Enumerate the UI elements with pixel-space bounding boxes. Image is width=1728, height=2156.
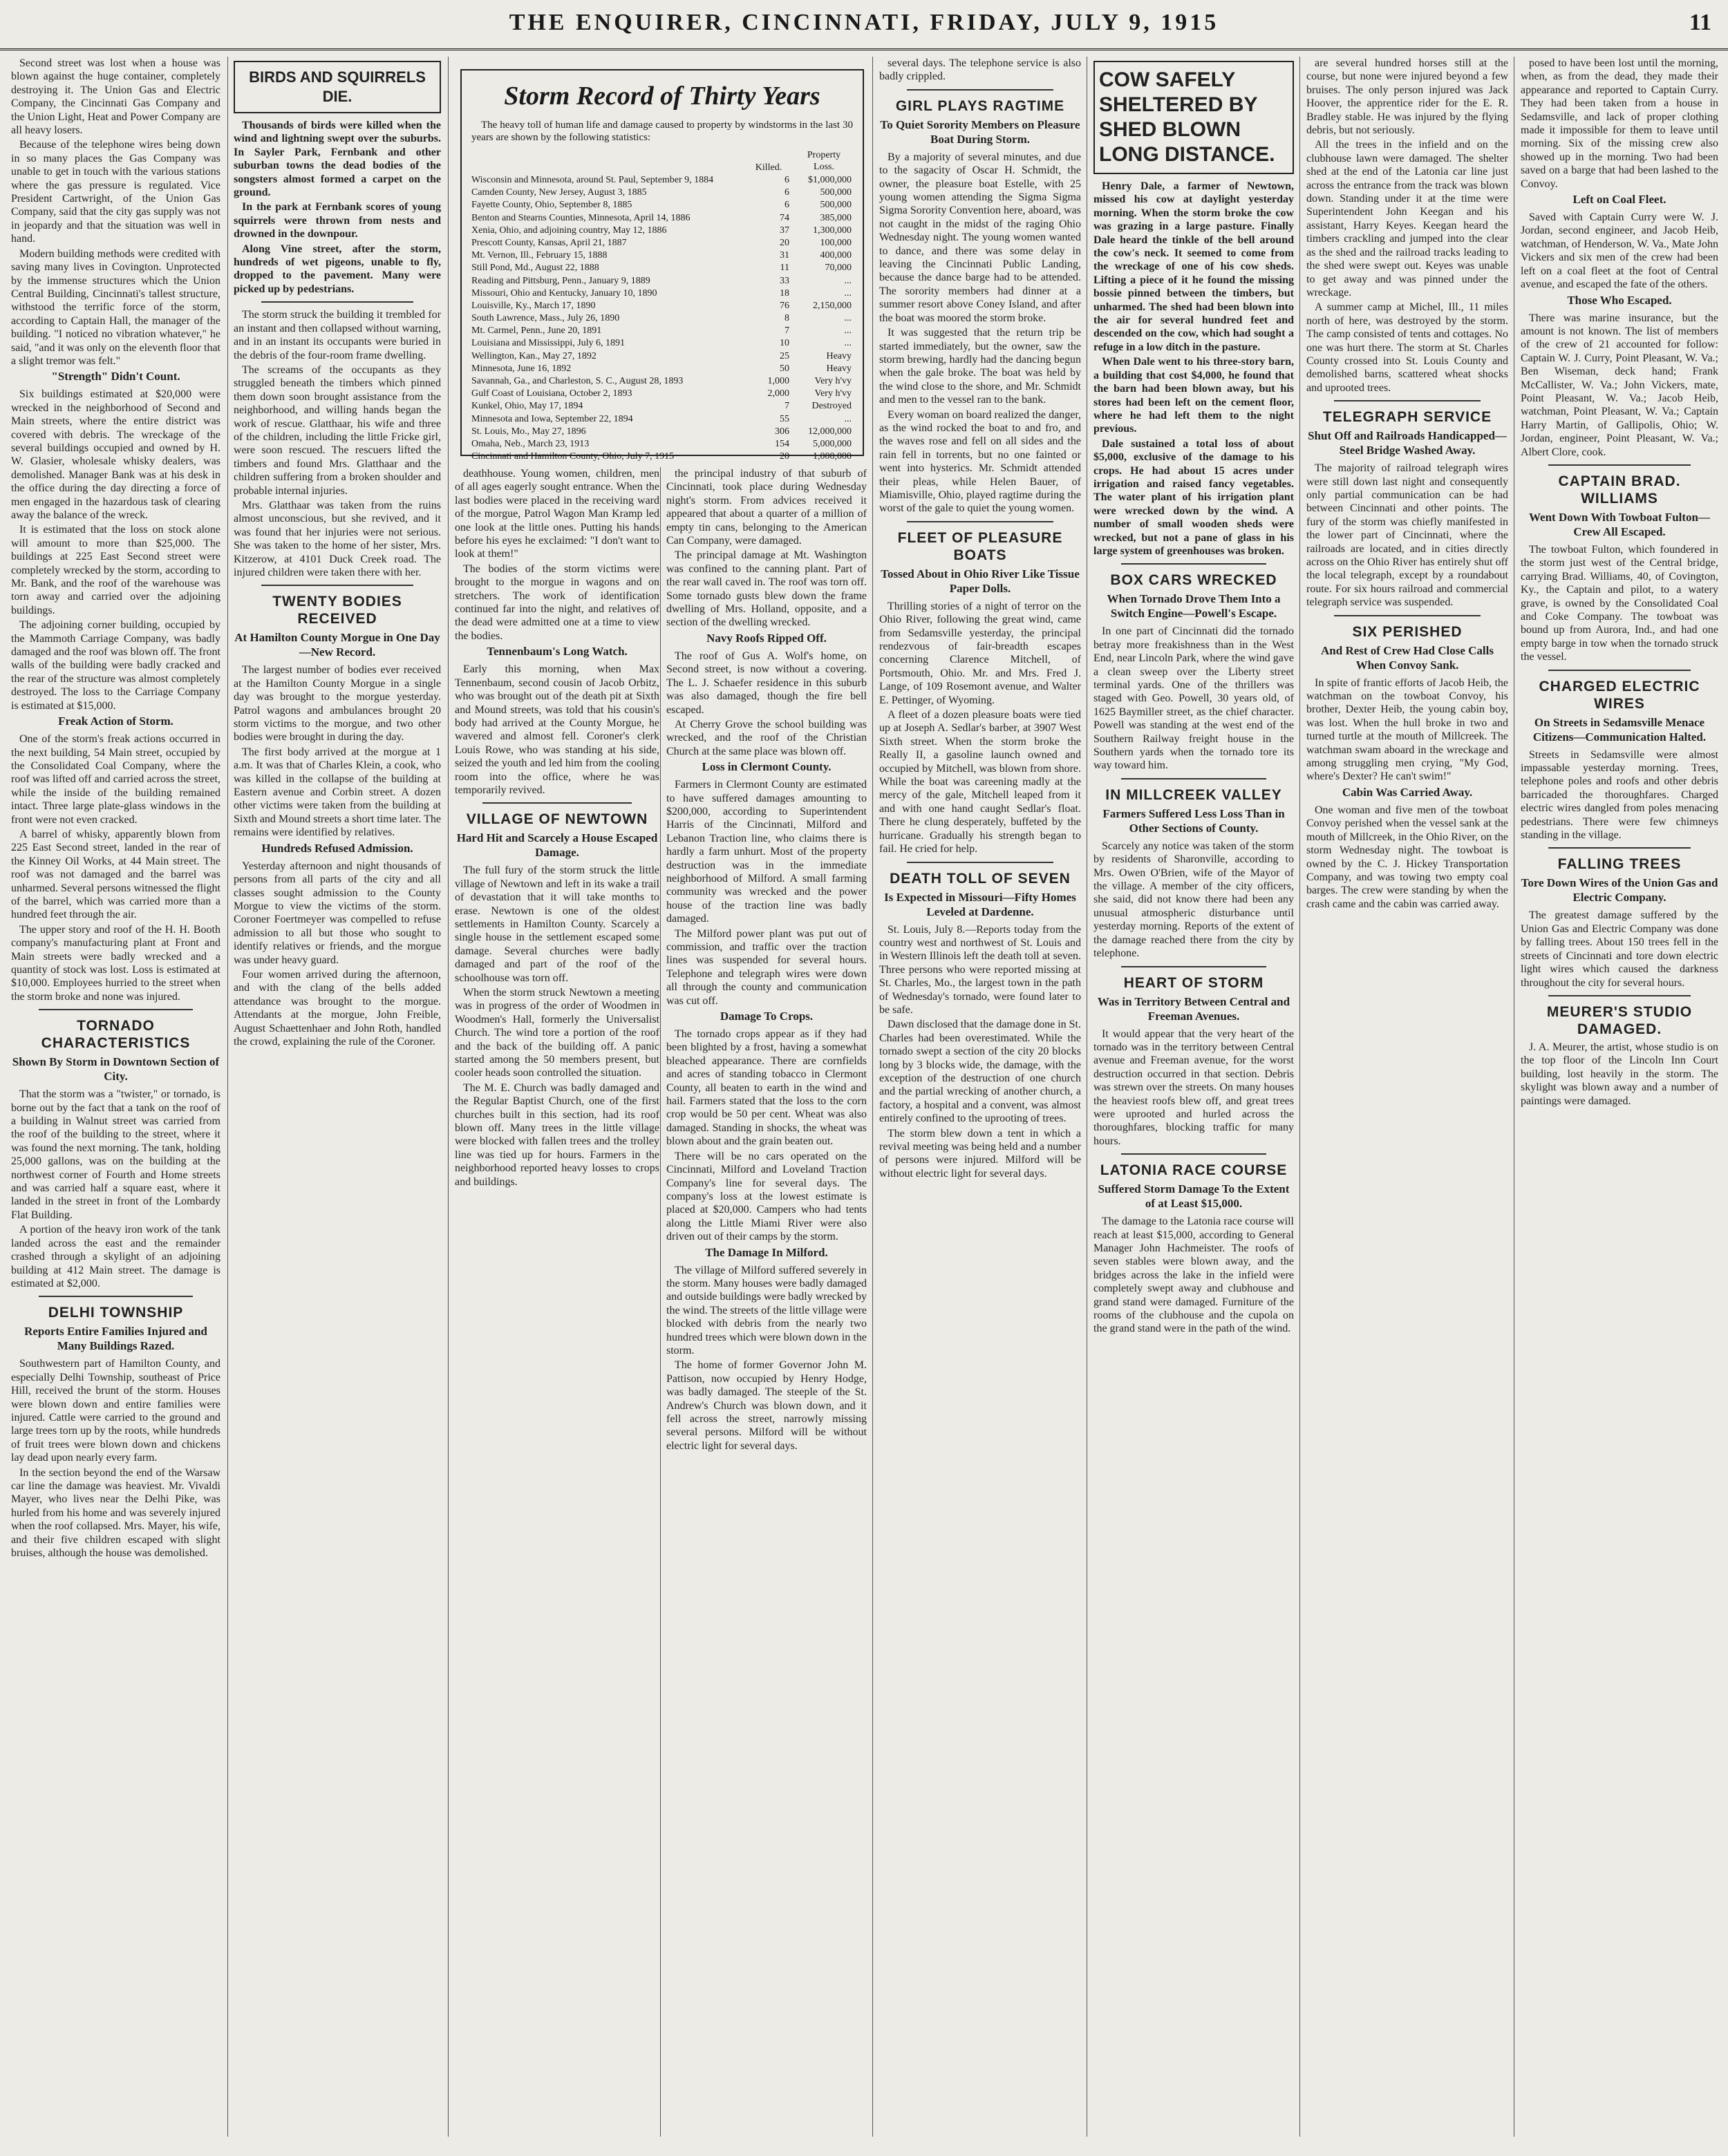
storm-killed: 306 <box>775 426 789 437</box>
boxed-headline: COW SAFELY SHELTERED BY SHED BLOWN LONG DISTANCE. <box>1093 61 1294 174</box>
paragraph: Scarcely any notice was taken of the storm by residents of Sharonville, according to Mrs. Owen O'Brien, wife of the Mayor of the village. A member of the city officers, she said, did not know there had been any unusual atmospheric disturbance until yesterday morning. Reports of the extent of the damage reached there from the city by telephone. <box>1093 840 1294 960</box>
storm-killed: 25 <box>780 350 789 361</box>
storm-row <box>471 451 853 463</box>
paragraph: By a majority of several minutes, and due to the sagacity of Oscar H. Schmidt, the owner, the pleasure boat Estelle, with 25 young women attending the Sigma Sigma Sigma Sorority Convention here, aboard, was not caught in the midst of the raging Ohio Wednesday night. The young women wanted to dance, and there was some delay in leaving the Cincinnati Public Landing, because the dance barge had to be attended. The sorority members had dinner at a summer resort above Coney Island, and after the boat was moored the storm broke. <box>879 151 1081 324</box>
storm-row <box>471 174 853 187</box>
storm-row <box>471 262 853 274</box>
paragraph: Four women arrived during the afternoon, and with the clang of the bells added attendance was brought to the morgue. Attendants at the morgue, John Freible, August Schaettenhaer and John Roth, handled the crowd, explaining the rule of the Coroner. <box>234 968 441 1048</box>
paragraph: Second street was lost when a house was blown against the huge container, completely destroying it. The Union Gas and Electric Company, the Cincinnati Gas Company and the Union Light, Heat and Power Company are all heavy losers. <box>11 57 220 137</box>
storm-loss: 70,000 <box>825 263 852 274</box>
storm-row <box>471 375 853 388</box>
paragraph: Dale sustained a total loss of about $5,000, exclusive of the damage to his crops. He had about 15 acres under irrigation and raised fancy vegetables. The water plant of his irrigation plant were wrecked down by the wind. A number of small wooden sheds were wrecked, but not a pane of glass in his large system of greenhouses was broken. <box>1093 437 1294 557</box>
article-column-2 <box>234 57 441 2137</box>
paragraph: A barrel of whisky, apparently blown from 225 East Second street, landed in the rear of the Kinney Oil Works, at 44 Main street. The roof was not damaged and the barrel was unharmed. Several persons witnessed the flight of the barrel, which was carried more than a hundred feet through the air. <box>11 828 220 921</box>
paragraph: In the section beyond the end of the Warsaw car line the damage was heaviest. Mr. Vivaldi Mayer, who lives near the Delhi Pike, was hurled from his home and was severely injured when the roof collapsed. Mrs. Mayer, his wife, and their five children escaped with slight bruises, although the house was demolished. <box>11 1466 220 1559</box>
storm-loss: ... <box>844 413 852 424</box>
storm-event: Wisconsin and Minnesota, around St. Paul, September 9, 1884 <box>471 175 714 185</box>
subheading: Tennenbaum's Long Watch. <box>487 645 628 659</box>
storm-row <box>471 325 853 337</box>
paragraph: In spite of frantic efforts of Jacob Heib, the watchman on the towboat Convoy, his brother, Dexter Heib, the young cabin boy, was lost. When the hull broke in two and turned turtle at the mouth of Millcreek. The watchman swam aboard in the wreckage and among struggling men crying, "My God, where's Dexter? He can't swim!" <box>1306 677 1508 783</box>
article-column-6 <box>1093 57 1294 2137</box>
storm-loss: 385,000 <box>820 212 852 223</box>
paragraph: J. A. Meurer, the artist, whose studio is on the top floor of the Lincoln Inn Court building, lost heavily in the storm. The skylight was blown away and a number of paintings were damaged. <box>1521 1041 1718 1107</box>
storm-loss: Heavy <box>826 363 852 374</box>
section-rule <box>1334 615 1481 616</box>
subheading: "Strength" Didn't Count. <box>51 370 180 384</box>
subheadline: Was in Territory Between Central and Freeman Avenues. <box>1097 994 1290 1023</box>
storm-event: Fayette County, Ohio, September 8, 1885 <box>471 200 632 211</box>
paragraph: At Cherry Grove the school building was wrecked, and the roof of the Christian Church at the same place was blown off. <box>666 718 867 757</box>
storm-row <box>471 237 853 249</box>
subheadline: Tore Down Wires of the Union Gas and Electric Company. <box>1521 876 1718 905</box>
paragraph: posed to have been lost until the morning, when, as from the dead, they made their appearance and reported to Captain Curry. They had been taken from a house in Sedamsville, and lack of proper clothing made it impossible for them to leave until morning. Six of the missing crew also showed up in the morning. Two had been saved on a barge that had been lashed to the Convoy. <box>1521 57 1718 190</box>
paragraph: When the storm struck Newtown a meeting was in progress of the order of Woodmen in Woodmen's Hall, formerly the Universalist Church. The wind tore a portion of the roof and the back of the building off. A panic started among the 50 members present, but cooler heads soon controlled the situation. <box>455 987 659 1079</box>
paragraph: Because of the telephone wires being down in so many places the Gas Company was unable to get in touch with the various stations where the gas pressure is regulated. Vice President Cartwright, of the Union Gas Company, said that the city gas supply was not in jeopardy and that the situation was well in hand. <box>11 139 220 245</box>
headline: CHARGED ELECTRIC WIRES <box>1539 678 1700 712</box>
subheading: Freak Action of Storm. <box>58 715 173 728</box>
storm-event: Omaha, Neb., March 23, 1913 <box>471 438 590 449</box>
subheading: Damage To Crops. <box>720 1010 814 1023</box>
headline: TWENTY BODIES RECEIVED <box>272 594 402 627</box>
subheading: Navy Roofs Ripped Off. <box>706 631 827 645</box>
newspaper-title: THE ENQUIRER, CINCINNATI, FRIDAY, JULY 9, 1915 <box>509 10 1219 35</box>
storm-loss: Heavy <box>826 350 852 361</box>
storm-row <box>471 249 853 262</box>
storm-row <box>471 350 853 363</box>
storm-row <box>471 438 853 451</box>
paragraph: the principal industry of that suburb of Cincinnati, took place during Wednesday night's storm. From advices received it appeared that about a quarter of a million of empty tin cans, belonging to the American Can Company, were damaged. <box>666 468 867 547</box>
storm-row <box>471 225 853 237</box>
section-rule <box>482 802 632 804</box>
headline: MEURER'S STUDIO DAMAGED. <box>1546 1003 1693 1037</box>
headline: VILLAGE OF NEWTOWN <box>466 811 648 828</box>
headline: TELEGRAPH SERVICE <box>1322 409 1492 426</box>
storm-row <box>471 413 853 426</box>
storm-event: Reading and Pittsburg, Penn., January 9, 1889 <box>471 275 650 286</box>
headline: DELHI TOWNSHIP <box>48 1305 184 1321</box>
headline: DEATH TOLL OF SEVEN <box>890 870 1071 887</box>
storm-killed: 7 <box>785 401 789 412</box>
paragraph: Streets in Sedamsville were almost impassable yesterday morning. Trees, telephone poles and roofs and other debris barricaded the thoroughfares. Charged electric wires dangled from poles menacing pedestrians. There were few chimneys standing in the village. <box>1521 748 1718 842</box>
headline: FLEET OF PLEASURE BOATS <box>897 529 1063 563</box>
storm-killed: 50 <box>780 363 789 374</box>
storm-loss: Very h'vy <box>814 376 852 386</box>
subheadline: And Rest of Crew Had Close Calls When Convoy Sank. <box>1321 643 1494 672</box>
paragraph: One of the storm's freak actions occurred in the next building, 54 Main street, occupied by the Consolidated Coal Company, where the roof was lifted off and carried across the street, while the inside of the building remained intact. Three large plate-glass windows in the front were not even cracked. <box>11 733 220 826</box>
storm-event: Cincinnati and Hamilton County, Ohio, July 7, 1915 <box>471 451 675 462</box>
storm-row <box>471 275 853 287</box>
storm-killed: 154 <box>775 438 789 449</box>
storm-loss: ... <box>844 325 852 337</box>
paragraph: Farmers in Clermont County are estimated to have suffered damages amounting to $200,000, according to Superintendent Harris of the Cincinnati, Milford and Lebanon Traction line, who claims there is hardly a farm unhurt. Most of the property destruction was in the immediate neighborhood of Milford. A small farming community was wrecked and the power house of the traction line was badly damaged. <box>666 779 867 925</box>
subheading: Loss in Clermont County. <box>702 760 832 774</box>
article-column-5 <box>879 57 1081 2137</box>
subheadline: Farmers Suffered Less Loss Than in Other Sections of County. <box>1102 806 1285 835</box>
paragraph: several days. The telephone service is also badly crippled. <box>879 57 1081 83</box>
paragraph: Henry Dale, a farmer of Newtown, missed his cow at daylight yesterday morning. When the storm broke the cow was grazing in a large pasture. Finally Dale heard the tinkle of the bell around the cow's neck. It seemed to come from the wreckage of one of his cow sheds. Lifting a piece of it he found the missing bossie pinned between the timbers, but unharmed. The shed had been blown into the air for several hundred feet and descended on the cow, which had sought a refuge in a low ditch in the pasture. <box>1093 180 1294 353</box>
article-column-1 <box>11 57 220 2137</box>
storm-loss: 500,000 <box>820 200 852 211</box>
paragraph: Yesterday afternoon and night thousands of persons from all parts of the city and all classes sought admission to the County Morgue to view the victims of the storm. Coroner Foertmeyer was compelled to refuse admission to all but those who sought to identify relatives or friends, and the morgue was under heavy guard. <box>234 860 441 966</box>
storm-row <box>471 337 853 350</box>
storm-row <box>471 212 853 225</box>
storm-killed: 31 <box>780 250 789 261</box>
storm-killed: 11 <box>780 263 789 274</box>
storm-event: Mt. Vernon, Ill., February 15, 1888 <box>471 250 608 261</box>
storm-event: Missouri, Ohio and Kentucky, January 10, 1890 <box>471 287 657 299</box>
subheadline: Shown By Storm in Downtown Section of City. <box>12 1055 220 1084</box>
article-column-3 <box>455 467 659 2137</box>
storm-event: St. Louis, Mo., May 27, 1896 <box>471 426 586 437</box>
subheadline: On Streets in Sedamsville Menace Citizens—Communication Halted. <box>1532 715 1707 744</box>
paragraph: When Dale went to his three-story barn, a building that cost $4,000, he found that the barn had been blown away, but his stores had been left on the cement floor, where he had left them to the night previous. <box>1093 356 1294 435</box>
paragraph: A summer camp at Michel, Ill., 11 miles north of here, was destroyed by the storm. The camp consisted of tents and cottages. No one was hurt there. The storm at St. Charles County crossed into St. Louis County and demolished barns, scattered wheat shocks and uprooted trees. <box>1306 301 1508 394</box>
paragraph: The roof of Gus A. Wolf's home, on Second street, is now without a covering. The L. J. Schaefer residence in this suburb was also damaged, though the fire bell escaped. <box>666 650 867 716</box>
storm-loss: 12,000,000 <box>808 426 852 437</box>
storm-killed: 18 <box>780 287 789 299</box>
paragraph: deathhouse. Young women, children, men of all ages eagerly sought entrance. When the last bodies were placed in the receiving ward of the morgue, Patrol Wagon Man Kramp led one look at the little ones. Putting his hands before his eyes he exclaimed: "I don't want to look at them!" <box>455 468 659 560</box>
paragraph: The upper story and roof of the H. H. Booth company's manufacturing plant at Front and Main streets were badly wrecked and a quantity of stock was lost. Loss is estimated at $10,000. Employees hurried to the street when the storm broke and none was injured. <box>11 923 220 1003</box>
paragraph: Thousands of birds were killed when the wind and lightning swept over the suburbs. In Sayler Park, Fernbank and other suburban towns the dead bodies of the songsters almost formed a carpet on the ground. <box>234 120 441 199</box>
paragraph: Modern building methods were credited with saving many lives in Covington. Unprotected by the immense structures which the Union Central Building, Cincinnati's tallest structure, withstood the terrific force of the storm, according to Captain Hall, the manager of the building. "I noticed no vibration whatever," he said, "and it was only on the eleventh floor that a slight tremor was felt." <box>11 247 220 367</box>
paragraph: Southwestern part of Hamilton County, and especially Delhi Township, southeast of Price Hill, received the brunt of the storm. Houses were blown down and entire families were injured. Cattle were carried to the ground and large trees torn up by the roots, while hundreds of fruit trees were blown down and chickens lay dead upon nearly every farm. <box>11 1358 220 1464</box>
boxed-headline: BIRDS AND SQUIRRELS DIE. <box>234 61 441 113</box>
paragraph: The adjoining corner building, occupied by the Mammoth Carriage Company, was badly damaged and the roof was blown off. The front walls of the building were badly cracked and the rear of the structure was almost completely destroyed. The loss to the Carriage Company is estimated at $15,000. <box>11 619 220 712</box>
section-rule <box>1121 1153 1266 1155</box>
paragraph: The principal damage at Mt. Washington was confined to the canning plant. Part of the rear wall caved in. The roof was torn off. Some tornado gusts blew down the frame dwelling of Mrs. Holland, opposite, and a section of the dwelling wrecked. <box>666 549 867 629</box>
paragraph: In one part of Cincinnati did the tornado betray more freakishness than in the West End, near Lincoln Park, where the wind gave a clean sweep over the Liberty street terminal yards. One of the thrillers was staged with Geo. Powell, 30 years old, of 1625 Baymiller street, as the chief character. Powell was standing at the west end of the Southern Railway freight house in the Southern yards when the tornado tore its way toward him. <box>1093 625 1294 772</box>
killed-column-header: Killed. <box>755 162 782 173</box>
paragraph: Every woman on board realized the danger, as the wind rocked the boat to and fro, and the waves rose and fell on all sides and the rain fell in torrents, but no one fainted or went into hysterics. Mr. Schmidt attended their pleas, while Helen Bauer, of Miamisville, Ohio, played ragtime during the worst of the gale to quiet the young women. <box>879 408 1081 515</box>
page-number: 11 <box>1689 10 1711 35</box>
section-rule <box>1121 778 1266 779</box>
paragraph: The M. E. Church was badly damaged and the Regular Baptist Church, one of the first churches built in this section, had its roof blown off. Many trees in the little village were blocked with fallen trees and the trolley line was tied up for hours. Farmers in the neighborhood reported heavy losses to crops and buildings. <box>455 1081 659 1188</box>
storm-killed: 8 <box>785 313 789 324</box>
storm-event: Kunkel, Ohio, May 17, 1894 <box>471 401 583 412</box>
storm-loss: ... <box>844 313 852 324</box>
paragraph: That the storm was a "twister," or tornado, is borne out by the fact that a tank on the roof of a building in Walnut street was carried from the roof of the building to the street, where it was found the next morning. The tank, holding 25,000 gallons, was on the building at the northwest corner of Fourth and Home streets and was carried half a square east, where it landed in the street in front of the Lombardy Flat Building. <box>11 1088 220 1221</box>
storm-record-title: Storm Record of Thirty Years <box>504 82 820 111</box>
paragraph: The tornado crops appear as if they had been blighted by a frost, having a somewhat bleached appearance. There are cornfields and acres of standing tobacco in Clermont County, all beaten to earth in the wind and hail. Farmers stated that the loss to the corn crop would be 50 per cent. Wheat was also damaged. Standing in shocks, the wheat was blown about and the grain beaten out. <box>666 1028 867 1148</box>
paragraph: It was suggested that the return trip be started immediately, but the owner, saw the storm brewing, hardly had the dancing begun when the gale broke. The boat was held by the wind close to the shore, and Mr. Schmidt and men to the vessel ran to the bank. <box>879 327 1081 406</box>
storm-row <box>471 287 853 300</box>
subheading: Hundreds Refused Admission. <box>261 841 413 855</box>
headline: BOX CARS WRECKED <box>1110 572 1277 589</box>
paragraph: A portion of the heavy iron work of the tank landed across the east and the remainder crashed through a skylight of an adjoining building at 412 Main street. The damage is estimated at $2,000. <box>11 1224 220 1289</box>
subheadline: When Tornado Drove Them Into a Switch Engine—Powell's Escape. <box>1107 592 1281 621</box>
storm-row <box>471 388 853 400</box>
storm-loss: 5,000,000 <box>813 438 852 449</box>
storm-row <box>471 199 853 211</box>
storm-killed: 6 <box>785 200 789 211</box>
paragraph: Thrilling stories of a night of terror on the Ohio River, following the great wind, came from Sedamsville yesterday, the principal rendezvous of fair-breadth escapes concerning Clarence Mitchell, of Portsmouth, Ohio. Mr. and Mrs. Fred J. Lange, of 109 Rosemont avenue, and Walter E. Pettinger, of Wyoming. <box>879 600 1081 706</box>
paragraph: The damage to the Latonia race course will reach at least $15,000, according to General Manager John Hachmeister. The roofs of seven stables were blown away, and the bridges across the lake in the infield were completely swept away and clubhouse and grand stand were damaged. Furniture of the rooms of the clubhouse and the cupola on the grand stand were in the path of the wind. <box>1093 1216 1294 1335</box>
paragraph: Along Vine street, after the storm, hundreds of wet pigeons, unable to fly, dropped to the pavement. Many were picked up by pedestrians. <box>234 243 441 295</box>
storm-row <box>471 426 853 438</box>
section-rule <box>39 1009 193 1010</box>
paragraph: The bodies of the storm victims were brought to the morgue in wagons and on stretchers. The work of identification continued far into the night, and relatives of the dead were admitted one at a time to view the bodies. <box>455 562 659 642</box>
paragraph: Dawn disclosed that the damage done in St. Charles had been overestimated. While the tornado swept a section of the city 20 blocks long by 3 blocks wide, the damage, with the exception of the destruction of one church and the partial wrecking of another church, a factory, a hospital and a convent, was almost entirely confined to the uprooting of trees. <box>879 1019 1081 1125</box>
paragraph: Six buildings estimated at $20,000 were wrecked in the neighborhood of Second and Main streets, where the entire district was covered with debris. The wreckage of the several buildings occupied and owned by H. W. Glasier, wholesale whisky dealers, was demolished. Manager Bank was at his desk in the office during the day directing a force of men engaged in the hazardous task of clearing away the balance of the wreck. <box>11 388 220 521</box>
paragraph: There was marine insurance, but the amount is not known. The list of members of the crew of 21 accounted for follow: Captain W. J. Curry, Point Pleasant, W. Va.; Ben Wiseman, deck hand; Frank McCallister, W. Va.; John Vickers, mate, Point Pleasant, W. Va.; Jacob Heib, watchman, Point Pleasant, W. Va.; Captain Harry Martin, of Gallipolis, Ohio; W. Jordan, engineer, Point Pleasant, W. Va.; Albert Clore, cook. <box>1521 312 1718 458</box>
storm-event: Wellington, Kan., May 27, 1892 <box>471 350 597 361</box>
paragraph: Saved with Captain Curry were W. J. Jordan, second engineer, and Jacob Heib, watchman, of Henderson, W. Va., Mate John Vickers and six men of the crew had been left on a coal fleet at the foot of Central avenue, and escaped the fate of the others. <box>1521 211 1718 291</box>
headline: CAPTAIN BRAD. WILLIAMS <box>1558 473 1681 507</box>
subheadline: Hard Hit and Scarcely a House Escaped Damage. <box>456 831 658 860</box>
paragraph: There will be no cars operated on the Cincinnati, Milford and Loveland Traction Company's line for several days. The company's loss at the lowest estimate is placed at $20,000. Campers who had tents along the Little Miami River were also driven out of their camps by the storm. <box>666 1150 867 1243</box>
subheadline: Suffered Storm Damage To the Extent of at Least $15,000. <box>1098 1182 1290 1211</box>
paragraph: The towboat Fulton, which foundered in the storm just west of the Central bridge, carrying Brad. Williams, 40, of Covington, Ky., the Captain and pilot, to a watery grave, is owned by the Consolidated Coal and Coke Company. The towboat was bound up from Aurora, Ind., and had one empty barge in tow when the tornado struck the vessel. <box>1521 543 1718 663</box>
section-rule <box>1121 563 1266 565</box>
storm-row <box>471 300 853 312</box>
storm-loss: ... <box>844 338 852 349</box>
subheadline: At Hamilton County Morgue in One Day—New Record. <box>234 631 440 659</box>
storm-event: Benton and Stearns Counties, Minnesota, April 14, 1886 <box>471 212 691 223</box>
paragraph: In the park at Fernbank scores of young squirrels were thrown from nests and drowned in the downpour. <box>234 201 441 240</box>
storm-event: Louisville, Ky., March 17, 1890 <box>471 300 596 311</box>
storm-event: Mt. Carmel, Penn., June 20, 1891 <box>471 325 602 337</box>
section-rule <box>907 89 1053 91</box>
section-rule <box>907 521 1053 522</box>
storm-table-body <box>471 174 853 463</box>
storm-killed: 2,000 <box>767 388 789 399</box>
paragraph: One woman and five men of the towboat Convoy perished when the vessel sank at the mouth of Millcreek, in the Ohio River, on the storm Wednesday night. The towboat is owned by the C. J. Hickey Transportation Company, and was towing two empty coal barges. The crew were standing by when the crash came and the cabin was carried away. <box>1306 804 1508 910</box>
paragraph: St. Louis, July 8.—Reports today from the country west and northwest of St. Louis and in Western Illinois left the death toll at seven. Three persons who were reported missing at St. Charles, Mo., the largest town in the path of Wednesday's tornado, were found later to be safe. <box>879 923 1081 1016</box>
storm-killed: 6 <box>785 187 789 198</box>
headline: SIX PERISHED <box>1352 623 1463 640</box>
storm-killed: 20 <box>780 237 789 248</box>
storm-event: Still Pond, Md., August 22, 1888 <box>471 263 599 274</box>
headline: HEART OF STORM <box>1123 974 1264 991</box>
paragraph: It would appear that the very heart of the tornado was in the territory between Central avenue and Freeman avenue, for the worst destruction occurred in that section. Debris was strewn over the streets. On many houses the heaviest roofs blew off, and great trees were uprooted and hurled across the thoroughfares, blocking traffic for many hours. <box>1093 1028 1294 1147</box>
subheadline: Went Down With Towboat Fulton—Crew All Escaped. <box>1529 510 1710 538</box>
subheading: Left on Coal Fleet. <box>1572 193 1666 207</box>
section-rule <box>1548 670 1691 671</box>
storm-killed: 76 <box>780 300 789 311</box>
storm-loss: 1,300,000 <box>813 225 852 236</box>
paragraph: The greatest damage suffered by the Union Gas and Electric Company was done by falling trees. About 150 trees fell in the streets of Cincinnati and tore down electric light wires which caused the darkness throughout the city for several hours. <box>1521 909 1718 989</box>
section-rule <box>1121 966 1266 967</box>
storm-loss: 100,000 <box>820 237 852 248</box>
column-divider <box>872 57 873 2137</box>
storm-killed: 1,000 <box>767 376 789 386</box>
paragraph: The storm struck the building it trembled for an instant and then collapsed without warning, and in an instant its occupants were buried in the debris of the four-room frame dwelling. <box>234 309 441 361</box>
column-divider <box>448 57 449 2137</box>
storm-loss: ... <box>844 287 852 299</box>
storm-event: Minnesota and Iowa, September 22, 1894 <box>471 413 633 424</box>
section-rule <box>39 1296 193 1297</box>
paragraph: are several hundred horses still at the course, but none were injured beyond a few bruises. The only person injured was Jack Hoover, the apprentice rider for the E. R. Bradley stable. He was injured by the flying debris, but not seriously. <box>1306 57 1508 137</box>
storm-row <box>471 400 853 413</box>
headline: TORNADO CHARACTERISTICS <box>41 1018 191 1052</box>
storm-killed: 74 <box>780 212 789 223</box>
subheadline: Tossed About in Ohio River Like Tissue Paper Dolls. <box>881 567 1080 595</box>
storm-event: South Lawrence, Mass., July 26, 1890 <box>471 313 620 324</box>
section-rule <box>907 862 1053 863</box>
storm-loss: ... <box>844 275 852 286</box>
subheading: Those Who Escaped. <box>1567 293 1672 307</box>
section-rule <box>261 301 413 303</box>
paragraph: All the trees in the infield and on the clubhouse lawn were damaged. The shelter shed at the end of the Latonia car line just across the entrance from the track was blown down. Standing under it at the time were Superintendent John Keegan and his assistant, Harry Keyes. Keegan heard the timbers crackling and jumped into the clear as the shed and the railroad tracks leading to the shed were swept out. Keyes was unable to get away and was pinned under the wreckage. <box>1306 139 1508 299</box>
paragraph: The storm blew down a tent in which a revival meeting was being held and a number of persons were injured. Milford will be without electric light for several days. <box>879 1127 1081 1180</box>
paragraph: The first body arrived at the morgue at 1 a.m. It was that of Charles Klein, a cook, who was killed in the collapse of the building at Eastern avenue and Corbin street. A dozen other victims were taken from the building at Sixth and Mound streets a short time later. The remains were identified by relatives. <box>234 746 441 839</box>
subheadline: Is Expected in Missouri—Fifty Homes Leveled at Dardenne. <box>884 890 1076 918</box>
paragraph: The home of former Governor John M. Pattison, now occupied by Henry Hodge, was badly damaged. The steeple of the St. Andrew's Church was blown down, and it fell across the street, narrowly missing several persons. Milford will be without electric light for several days. <box>666 1359 867 1452</box>
paragraph: The screams of the occupants as they struggled beneath the timbers which pinned them down soon brought assistance from the neighborhood, and willing hands began the work of rescue. Glatthaar, his wife and three of the children, including the little Fricke girl, were soon rescued. The rescuers lifted the timbers and found Mrs. Glatthaar and the children suffering from a broken shoulder and probable internal injuries. <box>234 363 441 497</box>
paragraph: The village of Milford suffered severely in the storm. Many houses were badly damaged and outside buildings were badly wrecked by the wind. The streets of the little village were blocked with debris from the nearly two hundred trees which were blown down in the storm. <box>666 1264 867 1356</box>
storm-killed: 7 <box>785 325 789 337</box>
storm-loss: 2,150,000 <box>813 300 852 311</box>
section-rule <box>1548 995 1691 996</box>
article-column-8 <box>1521 57 1718 2137</box>
headline: IN MILLCREEK VALLEY <box>1105 786 1282 803</box>
storm-table-header <box>471 149 853 174</box>
storm-record-intro: The heavy toll of human life and damage caused to property by windstorms in the last 30 years are shown by the following statistics: <box>471 120 853 143</box>
storm-record-table <box>460 69 864 462</box>
section-rule <box>261 585 413 586</box>
storm-killed: 10 <box>780 338 789 349</box>
headline: FALLING TREES <box>1557 856 1682 873</box>
storm-row <box>471 363 853 375</box>
article-column-4 <box>666 467 867 2137</box>
section-rule <box>1548 464 1691 466</box>
storm-event: Camden County, New Jersey, August 3, 1885 <box>471 187 647 198</box>
storm-loss: 1,000,000 <box>813 451 852 462</box>
storm-event: Minnesota, June 16, 1892 <box>471 363 572 374</box>
paragraph: The Milford power plant was put out of commission, and traffic over the traction lines was suspended for several hours. Telephone and telegraph wires were down all through the county and communication was cut off. <box>666 927 867 1007</box>
storm-killed: 55 <box>780 413 789 424</box>
headline: GIRL PLAYS RAGTIME <box>895 97 1065 114</box>
storm-killed: 33 <box>780 275 789 286</box>
column-divider <box>1299 57 1300 2137</box>
storm-event: Savannah, Ga., and Charleston, S. C., August 28, 1893 <box>471 376 684 386</box>
storm-loss: 500,000 <box>820 187 852 198</box>
paragraph: The majority of railroad telegraph wires were still down last night and consequently only partial communication can be had between Cincinnati and other points. The fury of the storm was chiefly manifested in the lower part of Cincinnati, where the railroads are located, and in cities directly across on the Ohio River has entirely shut off the local telegraph, except by a roundabout route. For six hours railroad and commercial telegraph service was suspended. <box>1306 462 1508 609</box>
storm-event: Prescott County, Kansas, April 21, 1887 <box>471 237 627 248</box>
paragraph: Mrs. Glatthaar was taken from the ruins almost unconscious, but she revived, and it was found that her injuries were not serious. She was taken to the home of her sister, Mrs. Kitzerow, at 4101 Duck Creek road. The injured children were taken there with her. <box>234 499 441 578</box>
storm-loss: $1,000,000 <box>808 175 852 185</box>
paragraph: It is estimated that the loss on stock alone will amount to more than $25,000. The buildings at 225 East Second street were completely wrecked by the storm, according to Mr. Bank, and the roof of the warehouse was torn away and carried over the adjoining buildings. <box>11 524 220 616</box>
storm-event: Louisiana and Mississippi, July 6, 1891 <box>471 338 626 349</box>
headline: LATONIA RACE COURSE <box>1100 1162 1288 1179</box>
paragraph: The largest number of bodies ever received at the Hamilton County Morgue in a single day was brought to the morgue yesterday. Patrol wagons and ambulances brought 20 storm victims to the morgue, and two other bodies were brought in during the day. <box>234 664 441 744</box>
storm-row <box>471 312 853 325</box>
storm-event: Gulf Coast of Louisiana, October 2, 1893 <box>471 388 632 399</box>
paragraph: A fleet of a dozen pleasure boats were tied up at Joseph A. Sedlar's barber, at 3907 West Sixth street. When the storm broke the Really II, a gasoline launch owned and occupied by Mitchell, was blown from shore. While the boat was careening madly at the mercy of the gale, Mitchell leaped from it and with one hand caught Sedlar's float. There he clung desperately, buffeted by the hurricane. Gradually his strength began to fail. He cried for help. <box>879 709 1081 855</box>
paragraph: Early this morning, when Max Tennenbaum, second cousin of Jacob Orbitz, who was brought out of the death pit at Sixth and Mound streets, was told that his cousin's body had arrived at the County Morgue, he wavered and almost fell. Coroner's clerk Louis Rowe, who was standing at his side, seized the youth and led him from the cooling room into the office, where he was temporarily revived. <box>455 663 659 796</box>
subheading: The Damage In Milford. <box>705 1245 828 1259</box>
storm-loss: 400,000 <box>820 250 852 261</box>
storm-killed: 20 <box>780 451 789 462</box>
subheadline: Shut Off and Railroads Handicapped—Steel Bridge Washed Away. <box>1308 429 1507 457</box>
loss-column-header: Property Loss. <box>807 150 841 172</box>
column-divider <box>660 467 661 2137</box>
article-column-7 <box>1306 57 1508 2137</box>
subheading: Cabin Was Carried Away. <box>1342 785 1473 799</box>
storm-event: Xenia, Ohio, and adjoining country, May 12, 1886 <box>471 225 667 236</box>
section-rule <box>1334 400 1481 401</box>
paragraph: The full fury of the storm struck the little village of Newtown and left in its wake a trail of devastation that it will take months to erase. Newtown is one of the oldest settlements in Hamilton County. Scarcely a single house in the settlement escaped some damage. Several churches were badly damaged and part of the roof of the schoolhouse was torn off. <box>455 864 659 984</box>
storm-killed: 6 <box>785 175 789 185</box>
subheadline: To Quiet Sorority Members on Pleasure Boat During Storm. <box>880 117 1080 146</box>
storm-loss: Very h'vy <box>814 388 852 399</box>
storm-killed: 37 <box>780 225 789 236</box>
section-rule <box>1548 847 1691 849</box>
subheadline: Reports Entire Families Injured and Many Buildings Razed. <box>24 1325 207 1353</box>
column-divider <box>227 57 228 2137</box>
storm-row <box>471 187 853 199</box>
masthead <box>0 0 1728 50</box>
storm-loss: Destroyed <box>811 401 852 412</box>
